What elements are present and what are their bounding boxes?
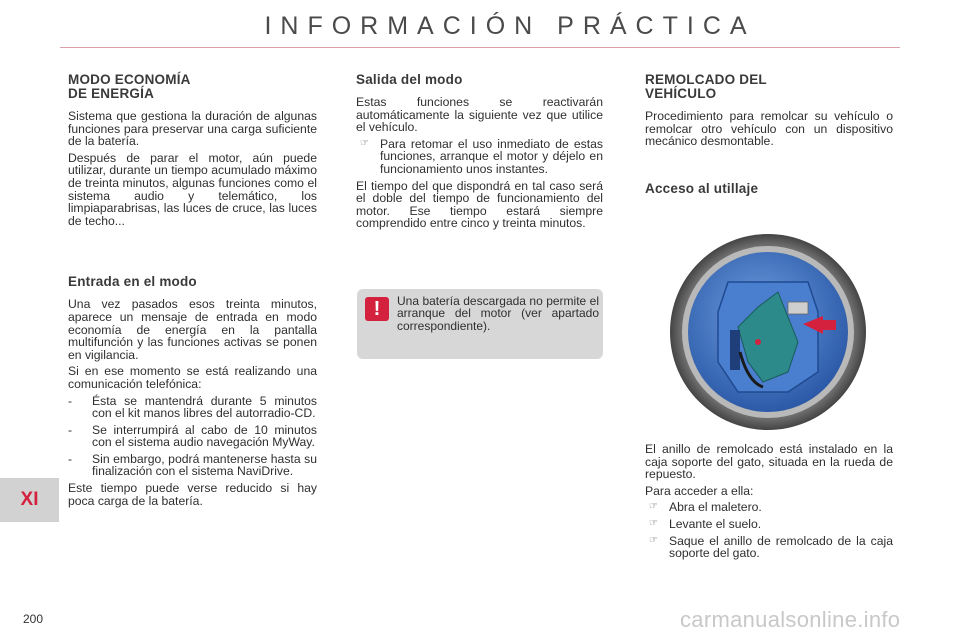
list-item: ☞ Para retomar el uso inmediato de estas funciones, arranque el motor y déjelo en funcionamiento unos instantes. [360, 136, 603, 176]
warning-box [357, 289, 603, 359]
paragraph: Una vez pasados esos treinta minutos, aparece un mensaje de entrada en modo economía de energía en la pantalla multifunción y las funciones activas se ponen en vigilancia. [68, 297, 317, 362]
chapter-tab: XI [0, 478, 59, 522]
pointing-hand-icon: ☞ [649, 517, 658, 529]
list-item: - Sin embargo, podrá mantenerse hasta su finalización con el sistema NaviDrive. [68, 451, 317, 479]
watermark: carmanualsonline.info [680, 607, 901, 632]
list-item: ☞ Abra el maletero. [649, 500, 762, 515]
bullet-list [645, 501, 893, 559]
exclamation-icon: ! [365, 297, 389, 321]
pointing-hand-icon: ☞ [360, 137, 369, 149]
page-title: INFORMACIÓN PRÁCTICA [264, 12, 756, 40]
paragraph: Después de parar el motor, aún puede utilizar, durante un tiempo acumulado máximo de treinta minutos, algunas funciones como el sistema audio y telemático, los limpiaparabrisas, las luces de cruce, las luces de techo... [68, 150, 317, 228]
heading-line-1: MODO ECONOMÍA [68, 72, 191, 87]
heading-modo-economia [68, 73, 317, 101]
column-middle [356, 73, 603, 234]
bullet-list [356, 138, 603, 176]
column-left [68, 73, 317, 511]
column-right-lower [645, 443, 893, 564]
page-number: 200 [23, 612, 44, 626]
list-item: ☞ Levante el suelo. [649, 516, 762, 531]
list-item: - Se interrumpirá al cabo de 10 minutos con el sistema audio navegación MyWay. [68, 422, 317, 450]
paragraph: Sistema que gestiona la duración de algunas funciones para preservar una carga suficiente de la batería. [68, 109, 317, 149]
heading-acceso-utillaje: Acceso al utillaje [645, 180, 759, 196]
column-right [645, 73, 893, 205]
paragraph: Estas funciones se reactivarán automáticamente la siguiente vez que utilice el vehículo. [356, 95, 603, 135]
heading-line-2: DE ENERGÍA [68, 86, 155, 101]
pointing-hand-icon: ☞ [649, 534, 658, 546]
paragraph: Procedimiento para remolcar su vehículo o remolcar otro vehículo con un dispositivo mecánico desmontable. [645, 109, 893, 149]
heading-line-1: REMOLCADO DEL [645, 72, 767, 87]
list-item: - Ésta se mantendrá durante 5 minutos con el kit manos libres del autorradio-CD. [68, 393, 317, 421]
paragraph: El anillo de remolcado está instalado en la caja soporte del gato, situada en la rueda de repuesto. [645, 442, 893, 482]
heading-line-2: VEHÍCULO [645, 86, 717, 101]
spare-wheel-illustration [668, 232, 868, 432]
paragraph: Este tiempo puede verse reducido si hay poca carga de la batería. [68, 481, 317, 508]
heading-entrada-modo: Entrada en el modo [68, 274, 197, 290]
heading-remolcado [645, 73, 893, 101]
list-item: ☞ Saque el anillo de remolcado de la caja soporte del gato. [649, 533, 893, 561]
pointing-hand-icon: ☞ [649, 501, 658, 513]
heading-salida-modo: Salida del modo [356, 72, 463, 87]
header-divider [60, 47, 900, 48]
paragraph: El tiempo del que dispondrá en tal caso será el doble del tiempo de funcionamiento del motor. Ese tiempo estará siempre comprendido entre cinco y treinta minutos. [356, 178, 603, 231]
warning-text: Una batería descargada no permite el arranque del motor (ver apartado correspondiente). [397, 294, 599, 333]
paragraph: Para acceder a ella: [645, 483, 754, 498]
paragraph: Si en ese momento se está realizando una comunicación telefónica: [68, 364, 317, 391]
dash-list [68, 395, 317, 479]
